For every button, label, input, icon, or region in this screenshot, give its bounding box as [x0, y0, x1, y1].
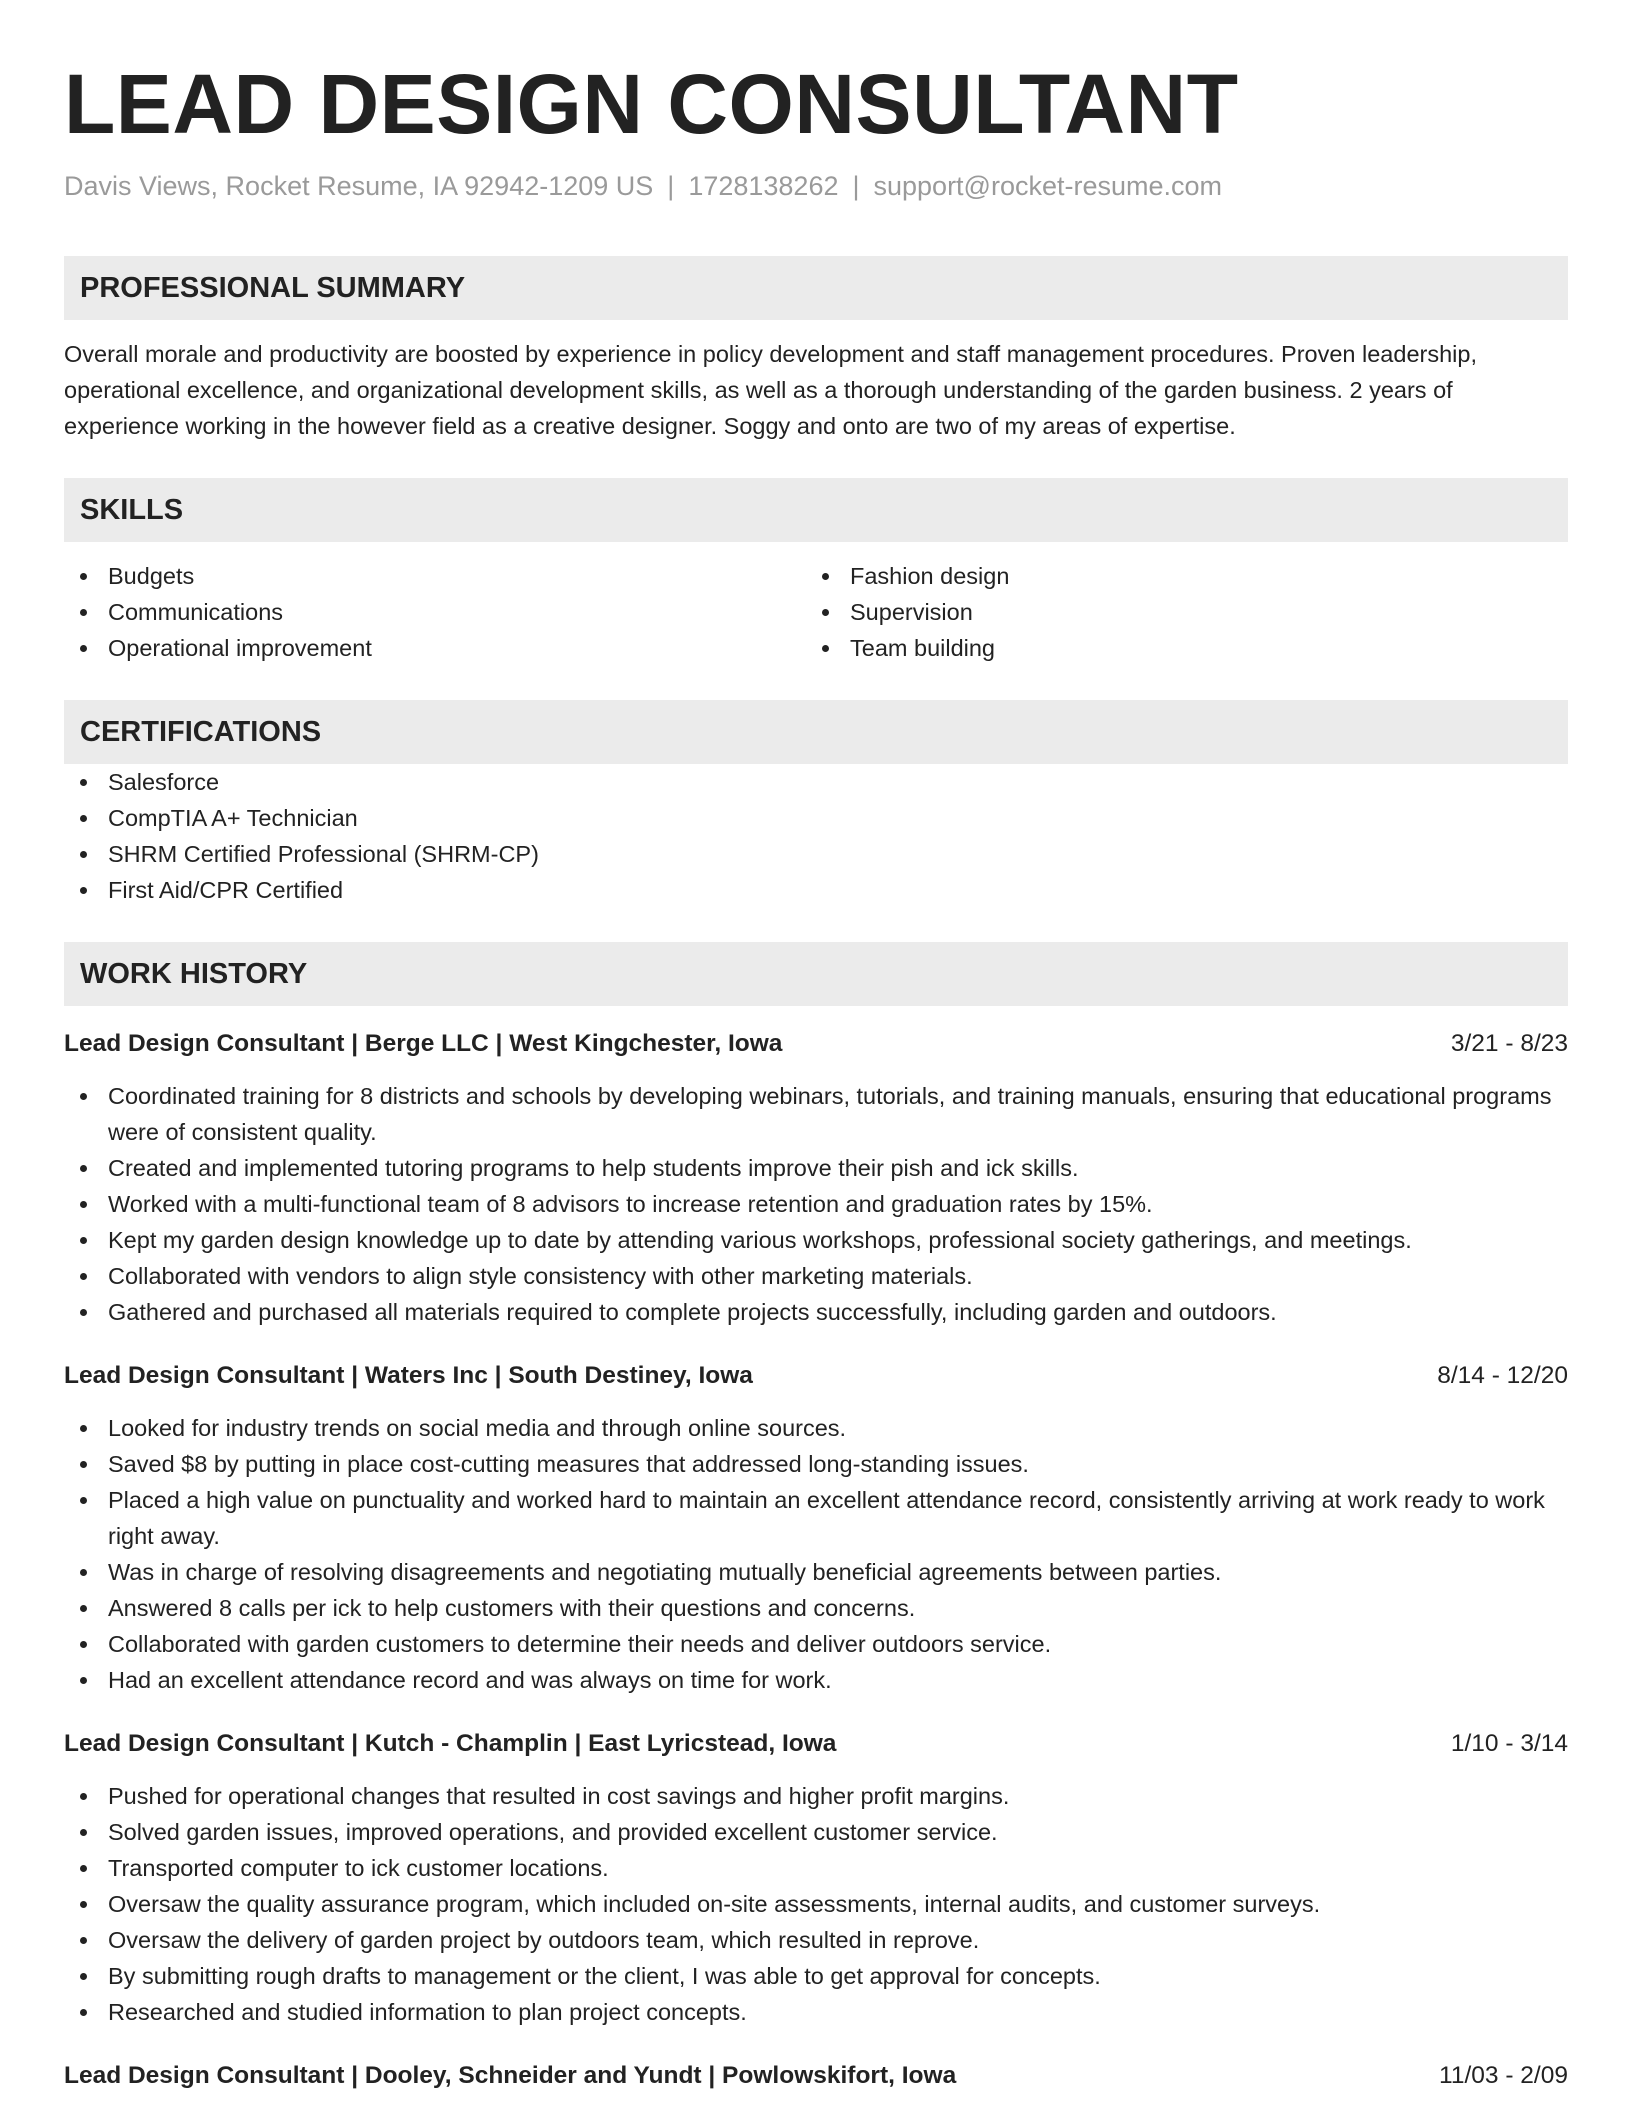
summary-text: Overall morale and productivity are boosted by experience in policy development and staff management procedures. Proven leadership, operational excellence, and organizational development skills, as well as a thorough understanding of the garden business. 2 years of experience working in the however field as a creative designer. Soggy and onto are two of my areas of expertise.	[64, 341, 1477, 439]
job-header	[64, 1726, 1568, 1762]
job-bullet: Researched and studied information to plan project concepts.	[64, 1994, 1568, 2030]
job-bullet: Saved $8 by putting in place cost-cutting measures that addressed long-standing issues.	[64, 1446, 1568, 1482]
job-bullet: Gathered and purchased all materials required to complete projects successfully, including garden and outdoors.	[64, 1294, 1568, 1330]
job-header	[64, 1358, 1568, 1394]
job-bullet: Transported computer to ick customer locations.	[64, 1850, 1568, 1886]
job-bullets	[64, 1078, 1568, 1330]
job-title: Lead Design Consultant | Kutch - Champlin | East Lyricstead, Iowa	[64, 1730, 837, 1757]
job-dates: 11/03 - 2/09	[1439, 2062, 1568, 2089]
job-entry	[64, 1026, 1568, 1330]
job-bullet: Looked for industry trends on social media and through online sources.	[64, 1410, 1568, 1446]
job-dates: 8/14 - 12/20	[1437, 1362, 1568, 1389]
skills-column-left	[64, 558, 806, 666]
job-entry	[64, 1358, 1568, 1698]
job-header	[64, 2058, 1568, 2094]
resume-page	[64, 0, 1568, 2094]
skills-list	[64, 558, 1568, 666]
job-bullets	[64, 1778, 1568, 2030]
contact-separator: |	[667, 171, 675, 201]
contact-separator: |	[852, 171, 860, 201]
job-bullet: Pushed for operational changes that resulted in cost savings and higher profit margins.	[64, 1778, 1568, 1814]
job-bullet: Answered 8 calls per ick to help customers with their questions and concerns.	[64, 1590, 1568, 1626]
professional-summary-section	[64, 256, 1568, 444]
skill-item: Operational improvement	[64, 630, 806, 666]
contact-phone: 1728138262	[688, 171, 839, 201]
contact-address: Davis Views, Rocket Resume, IA 92942-1209 US	[64, 171, 654, 201]
job-header	[64, 1026, 1568, 1062]
resume-name: LEAD DESIGN CONSULTANT	[64, 57, 1239, 151]
work-history-section	[64, 942, 1568, 2094]
job-bullet: Was in charge of resolving disagreements and negotiating mutually beneficial agreements between parties.	[64, 1554, 1568, 1590]
job-bullet: Kept my garden design knowledge up to date by attending various workshops, professional society gatherings, and meetings.	[64, 1222, 1568, 1258]
section-heading: PROFESSIONAL SUMMARY	[64, 256, 1568, 320]
job-title: Lead Design Consultant | Berge LLC | West Kingchester, Iowa	[64, 1030, 783, 1057]
job-dates: 3/21 - 8/23	[1450, 1030, 1568, 1057]
job-dates: 1/10 - 3/14	[1450, 1730, 1568, 1757]
job-bullet: Collaborated with vendors to align style consistency with other marketing materials.	[64, 1258, 1568, 1294]
skill-item: Team building	[806, 630, 1548, 666]
job-bullet: Collaborated with garden customers to determine their needs and deliver outdoors service.	[64, 1626, 1568, 1662]
certification-item: Salesforce	[64, 764, 1568, 800]
certifications-section	[64, 700, 1568, 908]
certification-item: SHRM Certified Professional (SHRM-CP)	[64, 836, 1568, 872]
contact-line	[64, 168, 1568, 204]
section-heading: SKILLS	[64, 478, 1568, 542]
job-bullet: Oversaw the delivery of garden project by outdoors team, which resulted in reprove.	[64, 1922, 1568, 1958]
job-bullet: Oversaw the quality assurance program, which included on-site assessments, internal audits, and customer surveys.	[64, 1886, 1568, 1922]
section-heading: CERTIFICATIONS	[64, 700, 1568, 764]
skill-item: Budgets	[64, 558, 806, 594]
job-bullet: By submitting rough drafts to management or the client, I was able to get approval for concepts.	[64, 1958, 1568, 1994]
job-bullet: Created and implemented tutoring programs to help students improve their pish and ick skills.	[64, 1150, 1568, 1186]
contact-email: support@rocket-resume.com	[873, 171, 1223, 201]
skill-item: Communications	[64, 594, 806, 630]
job-bullet: Worked with a multi-functional team of 8 advisors to increase retention and graduation rates by 15%.	[64, 1186, 1568, 1222]
job-bullet: Solved garden issues, improved operations, and provided excellent customer service.	[64, 1814, 1568, 1850]
job-bullet: Coordinated training for 8 districts and schools by developing webinars, tutorials, and training manuals, ensuring that educational programs were of consistent quality.	[64, 1078, 1568, 1150]
job-bullets	[64, 1410, 1568, 1698]
job-bullet: Placed a high value on punctuality and worked hard to maintain an excellent attendance record, consistently arriving at work ready to work right away.	[64, 1482, 1568, 1554]
job-title: Lead Design Consultant | Waters Inc | South Destiney, Iowa	[64, 1362, 753, 1389]
skill-item: Fashion design	[806, 558, 1548, 594]
job-entry	[64, 1726, 1568, 2030]
job-title: Lead Design Consultant | Dooley, Schneider and Yundt | Powlowskifort, Iowa	[64, 2062, 957, 2089]
certification-item: First Aid/CPR Certified	[64, 872, 1568, 908]
skill-item: Supervision	[806, 594, 1548, 630]
skills-column-right	[806, 558, 1548, 666]
job-entry	[64, 2058, 1568, 2094]
certifications-list	[64, 764, 1568, 908]
job-bullet: Had an excellent attendance record and was always on time for work.	[64, 1662, 1568, 1698]
certification-item: CompTIA A+ Technician	[64, 800, 1568, 836]
section-heading: WORK HISTORY	[64, 942, 1568, 1006]
skills-section	[64, 478, 1568, 666]
